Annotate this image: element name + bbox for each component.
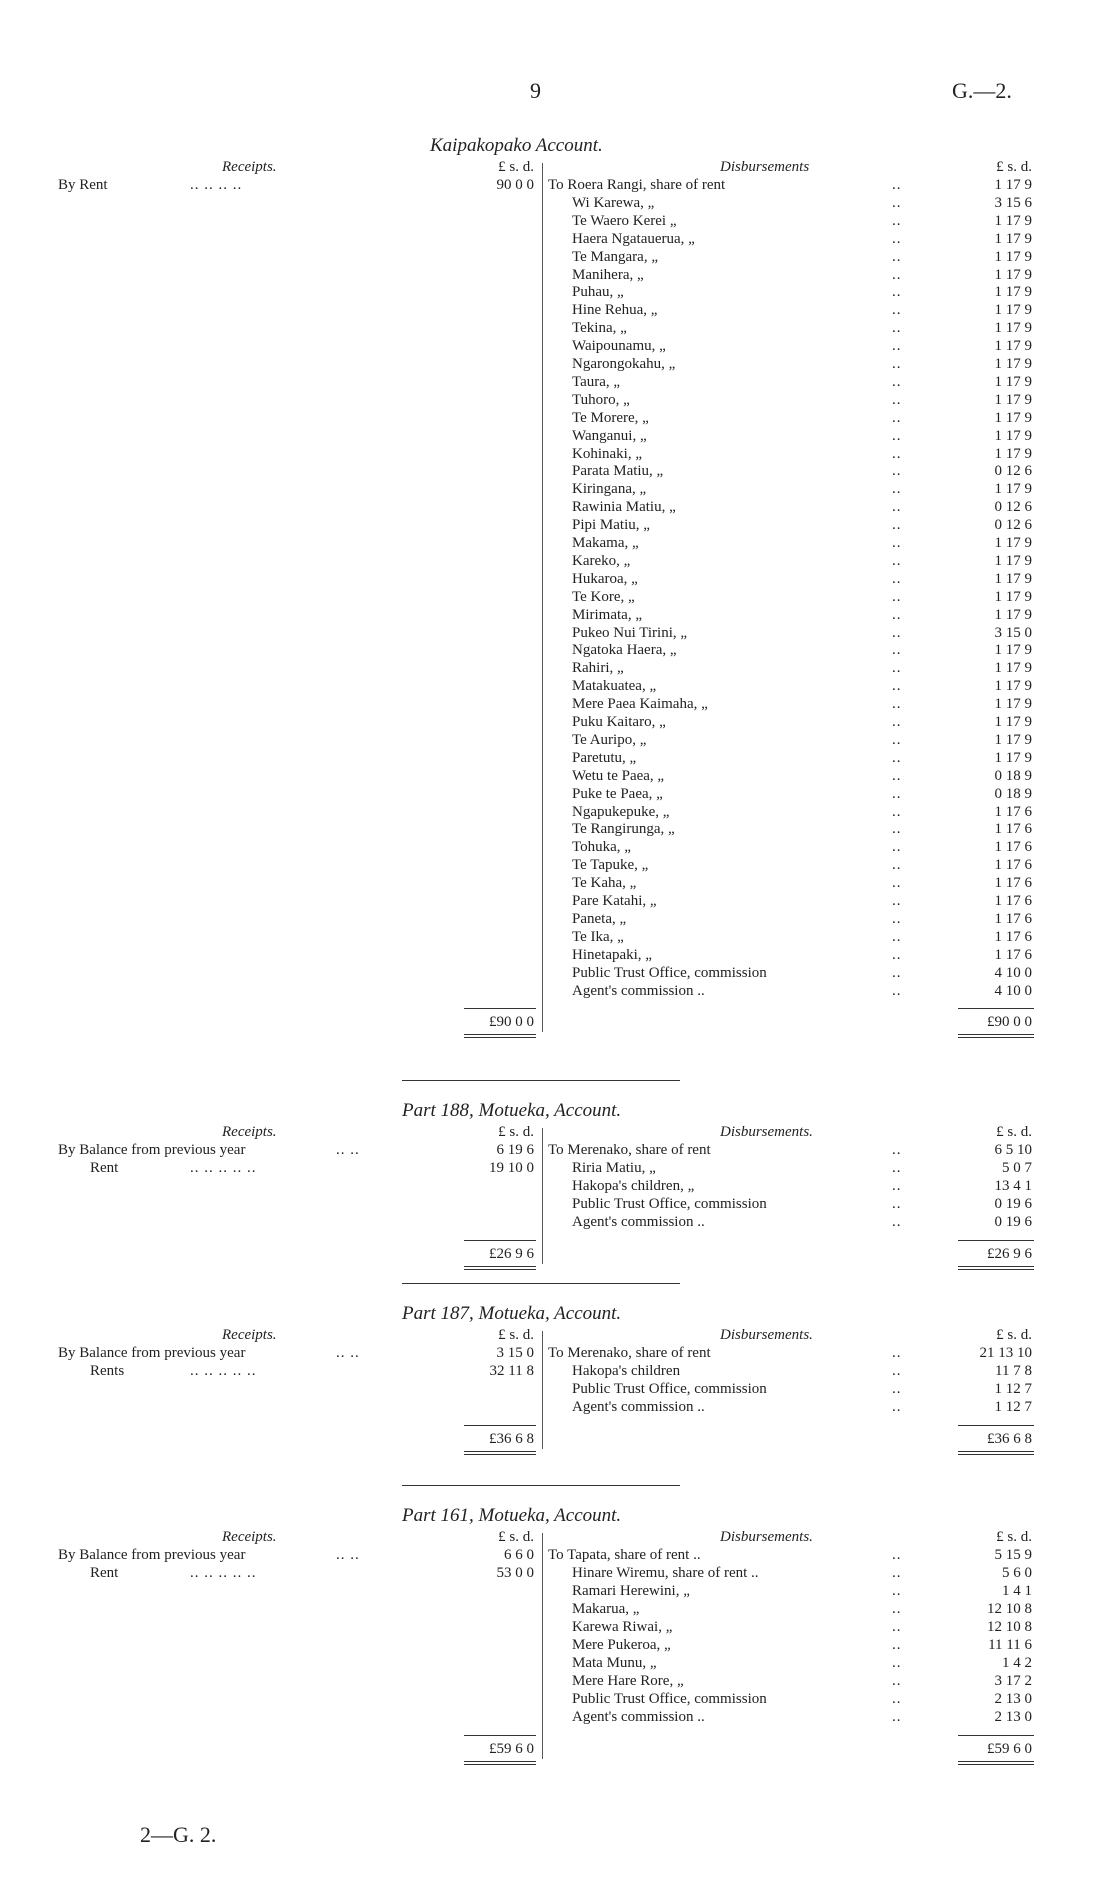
disbursement-label: Hinetapaki, „ [572,946,652,963]
disbursement-label: Public Trust Office, commission [572,1381,767,1397]
receipts-total-bottom-rule [464,1451,536,1452]
disbursement-leader: .. [892,910,902,927]
disbursement-amount: 1 17 6 [994,875,1032,892]
disbursement-amount: 11 11 6 [988,1637,1032,1653]
receipt-amount: 53 0 0 [496,1565,534,1581]
account-title: Kaipakopako Account. [430,135,603,156]
receipts-heading: Receipts. [222,1327,277,1343]
disbursement-leader: .. [892,409,902,426]
disbursement-leader: .. [892,588,902,605]
disbursement-label: Wetu te Paea, „ [572,767,665,784]
disbursement-leader: .. [892,731,902,748]
disbursement-amount: 1 17 9 [994,552,1032,569]
disbursement-leader: .. [892,1363,902,1379]
footer-signature: 2—G. 2. [140,1822,217,1847]
disbursement-leader: .. [892,1691,902,1707]
disbursement-leader: .. [892,266,902,283]
disbursement-amount: 1 17 9 [994,660,1032,677]
disbursement-amount: 5 6 0 [1002,1565,1032,1581]
disbursement-leader: .. [892,714,902,730]
disbursement-label: Ngapukepuke, „ [572,803,670,820]
disbursement-leader: .. [892,463,902,480]
receipt-label: Rents [90,1363,125,1379]
disbursements-total-top-rule [958,1240,1034,1241]
disbursement-amount: 21 13 10 [979,1345,1032,1361]
receipt-amount: 32 11 8 [489,1363,534,1379]
disbursement-amount: 4 10 0 [994,982,1032,999]
disbursement-label: Te Ika, „ [572,928,624,945]
money-heading-disbursements: £ s. d. [996,159,1032,175]
receipt-label: By Balance from previous year [58,1142,246,1158]
receipts-total-double-rule [464,1764,536,1765]
disbursement-label: To Tapata, share of rent .. [548,1547,701,1563]
disbursement-label: Te Tapuke, „ [572,857,649,874]
disbursement-amount: 13 4 1 [994,1178,1032,1194]
disbursement-leader: .. [892,624,902,641]
disbursement-amount: 1 17 9 [994,391,1032,408]
disbursement-label: Te Auripo, „ [572,731,647,748]
disbursement-amount: 1 17 9 [994,445,1032,462]
disbursement-leader: .. [892,1399,902,1415]
money-heading-disbursements: £ s. d. [996,1327,1032,1343]
disbursement-amount: 11 7 8 [995,1363,1032,1379]
disbursements-heading: Disbursements. [720,1124,813,1140]
disbursement-leader: .. [892,194,902,211]
disbursement-label: Hine Rehua, „ [572,302,658,319]
column-divider [542,163,543,1032]
disbursement-leader: .. [892,839,902,856]
disbursement-amount: 1 17 9 [994,356,1032,372]
receipts-heading: Receipts. [222,159,277,175]
disbursements-total-bottom-rule [958,1451,1034,1452]
disbursement-leader: .. [892,1547,902,1563]
disbursement-leader: .. [892,570,902,587]
disbursements-heading: Disbursements. [720,1529,813,1545]
money-heading-disbursements: £ s. d. [996,1529,1032,1545]
disbursement-label: Puhau, „ [572,284,624,301]
account-separator-rule [402,1485,680,1486]
disbursement-label: Tohuka, „ [572,839,631,856]
disbursement-leader: .. [892,302,902,319]
disbursement-leader: .. [892,445,902,462]
disbursement-label: Karewa Riwai, „ [572,1619,673,1635]
receipts-heading: Receipts. [222,1529,277,1545]
disbursement-amount: 1 17 9 [994,606,1032,623]
disbursement-label: Puku Kaitaro, „ [572,714,666,730]
disbursement-leader: .. [892,535,902,551]
money-heading-disbursements: £ s. d. [996,1124,1032,1140]
disbursement-amount: 1 17 9 [994,302,1032,319]
disbursement-leader: .. [892,284,902,301]
disbursements-total-top-rule [958,1008,1034,1009]
disbursement-amount: 2 13 0 [994,1691,1032,1707]
disbursement-label: Mere Paea Kaimaha, „ [572,696,708,713]
receipts-total-double-rule [464,1269,536,1270]
account-title: Part 161, Motueka, Account. [402,1505,622,1526]
disbursement-label: Pare Katahi, „ [572,893,657,909]
disbursement-label: Kareko, „ [572,552,631,569]
disbursement-amount: 1 17 9 [994,642,1032,659]
disbursement-amount: 1 17 9 [994,570,1032,587]
disbursement-amount: 1 17 6 [994,946,1032,963]
disbursement-amount: 1 17 9 [994,284,1032,301]
disbursement-amount: 1 17 9 [994,749,1032,766]
receipt-label: Rent [90,1565,119,1581]
disbursement-leader: .. [892,767,902,784]
disbursement-label: Ramari Herewini, „ [572,1583,690,1599]
disbursement-label: Public Trust Office, commission [572,964,767,981]
disbursement-amount: 3 15 6 [994,194,1032,211]
disbursement-label: Tekina, „ [572,320,627,337]
disbursement-label: Public Trust Office, commission [572,1691,767,1707]
receipts-total: £26 9 6 [489,1246,534,1262]
disbursement-label: Matakuatea, „ [572,678,657,695]
disbursement-label: Agent's commission .. [572,1214,705,1230]
disbursement-amount: 0 12 6 [994,463,1032,480]
disbursement-label: Te Kaha, „ [572,875,637,892]
disbursement-label: Wanganui, „ [572,427,647,444]
disbursement-label: Rawinia Matiu, „ [572,499,676,516]
disbursement-label: Hinare Wiremu, share of rent .. [572,1565,759,1581]
disbursement-leader: .. [892,660,902,677]
receipt-leaders: .. .. [336,1142,360,1158]
disbursement-label: To Merenako, share of rent [548,1142,711,1158]
disbursement-leader: .. [892,1178,902,1194]
receipt-amount: 19 10 0 [489,1160,534,1176]
receipt-leaders: .. .. [336,1345,360,1361]
disbursement-amount: 1 17 9 [994,373,1032,390]
disbursement-amount: 1 17 9 [994,409,1032,426]
disbursement-amount: 12 10 8 [987,1601,1032,1617]
receipt-leaders: .. .. .. .. [190,177,243,193]
disbursement-amount: 1 17 9 [994,427,1032,444]
disbursement-leader: .. [892,481,902,498]
receipts-total-top-rule [464,1735,536,1736]
money-heading-receipts: £ s. d. [498,1327,534,1343]
disbursement-label: Makama, „ [572,535,639,551]
disbursement-label: Public Trust Office, commission [572,1196,767,1212]
disbursement-leader: .. [892,1619,902,1635]
disbursement-label: To Merenako, share of rent [548,1345,711,1361]
disbursement-leader: .. [892,230,902,247]
receipts-total: £59 6 0 [489,1741,534,1757]
receipts-total-top-rule [464,1008,536,1009]
disbursement-amount: 1 17 9 [994,678,1032,695]
receipt-amount: 6 6 0 [504,1547,534,1563]
disbursement-amount: 3 17 2 [994,1673,1032,1689]
disbursement-label: Haera Ngatauerua, „ [572,230,695,247]
disbursement-leader: .. [892,1709,902,1725]
disbursement-leader: .. [892,1142,902,1158]
disbursement-leader: .. [892,338,902,355]
disbursement-amount: 4 10 0 [994,964,1032,981]
disbursement-amount: 1 17 9 [994,248,1032,265]
receipts-total-bottom-rule [464,1034,536,1035]
receipts-total-bottom-rule [464,1266,536,1267]
disbursements-total-top-rule [958,1735,1034,1736]
disbursement-label: Waipounamu, „ [572,338,666,355]
disbursement-label: Kiringana, „ [572,481,647,498]
disbursement-label: Hakopa's children [572,1363,681,1379]
disbursement-amount: 2 13 0 [994,1709,1032,1725]
receipt-leaders: .. .. .. .. .. [190,1160,257,1176]
disbursement-amount: 6 5 10 [994,1142,1032,1158]
disbursement-label: Hukaroa, „ [572,570,638,587]
disbursement-amount: 1 17 6 [994,821,1032,838]
disbursement-leader: .. [892,1565,902,1581]
disbursement-amount: 1 17 6 [994,910,1032,927]
disbursement-amount: 12 10 8 [987,1619,1032,1635]
disbursement-amount: 1 12 7 [994,1399,1032,1415]
disbursements-total: £26 9 6 [987,1246,1032,1262]
disbursement-label: Te Rangirunga, „ [572,821,675,838]
disbursement-amount: 1 17 9 [994,588,1032,605]
disbursement-label: Rahiri, „ [572,660,624,677]
disbursement-leader: .. [892,1345,902,1361]
receipt-amount: 3 15 0 [496,1345,534,1361]
disbursements-total-double-rule [958,1269,1034,1270]
disbursement-leader: .. [892,678,902,695]
disbursement-amount: 1 17 6 [994,839,1032,856]
disbursement-amount: 0 18 9 [994,767,1032,784]
receipt-leaders: .. .. .. .. .. [190,1565,257,1581]
account-title: Part 187, Motueka, Account. [402,1303,622,1324]
disbursement-leader: .. [892,1601,902,1617]
disbursement-leader: .. [892,1583,902,1599]
disbursement-label: Ngarongokahu, „ [572,356,676,372]
disbursement-label: Agent's commission .. [572,1709,705,1725]
disbursement-label: Wi Karewa, „ [572,194,655,211]
disbursement-leader: .. [892,499,902,516]
disbursement-amount: 5 0 7 [1002,1160,1032,1176]
disbursement-leader: .. [892,1196,902,1212]
disbursement-label: Tuhoro, „ [572,391,630,408]
disbursement-amount: 0 12 6 [994,517,1032,534]
disbursement-amount: 1 17 6 [994,893,1032,909]
disbursement-label: Agent's commission .. [572,1399,705,1415]
disbursement-leader: .. [892,320,902,337]
receipts-total-top-rule [464,1425,536,1426]
disbursement-leader: .. [892,606,902,623]
disbursements-heading: Disbursements. [720,1327,813,1343]
disbursement-label: Mirimata, „ [572,606,642,623]
disbursements-total: £59 6 0 [987,1741,1032,1757]
disbursement-leader: .. [892,982,902,999]
disbursement-label: Te Mangara, „ [572,248,658,265]
disbursement-leader: .. [892,1637,902,1653]
disbursements-total-double-rule [958,1764,1034,1765]
receipts-total-top-rule [464,1240,536,1241]
disbursement-amount: 1 17 9 [994,338,1032,355]
receipt-label: Rent [90,1160,119,1176]
disbursement-leader: .. [892,373,902,390]
disbursements-total-double-rule [958,1454,1034,1455]
receipts-total-double-rule [464,1454,536,1455]
disbursement-amount: 1 4 2 [1002,1655,1032,1671]
disbursement-amount: 1 17 9 [994,696,1032,713]
disbursement-amount: 1 17 9 [994,320,1032,337]
disbursement-leader: .. [892,517,902,534]
disbursements-total-bottom-rule [958,1761,1034,1762]
disbursement-leader: .. [892,964,902,981]
disbursement-amount: 1 17 6 [994,857,1032,874]
receipt-label: By Balance from previous year [58,1547,246,1563]
disbursement-leader: .. [892,696,902,713]
disbursements-total: £90 0 0 [987,1014,1032,1031]
disbursement-leader: .. [892,821,902,838]
column-divider [542,1128,543,1264]
disbursement-leader: .. [892,1381,902,1397]
disbursement-amount: 1 12 7 [994,1381,1032,1397]
disbursement-label: Paneta, „ [572,910,627,927]
disbursement-leader: .. [892,642,902,659]
receipts-total: £36 6 8 [489,1431,534,1447]
account-separator-rule [402,1283,680,1284]
disbursement-amount: 1 4 1 [1002,1583,1032,1599]
disbursement-leader: .. [892,1673,902,1689]
receipts-total-bottom-rule [464,1761,536,1762]
disbursement-leader: .. [892,857,902,874]
page-number: 9 [530,78,541,103]
disbursement-label: Agent's commission .. [572,982,705,999]
disbursement-label: Paretutu, „ [572,749,637,766]
disbursement-leader: .. [892,749,902,766]
disbursement-label: Te Kore, „ [572,588,635,605]
document-ref: G.—2. [952,78,1012,103]
disbursement-label: Parata Matiu, „ [572,463,664,480]
receipts-total: £90 0 0 [489,1014,534,1031]
disbursement-label: Puke te Paea, „ [572,785,663,802]
disbursement-amount: 1 17 9 [994,731,1032,748]
disbursement-leader: .. [892,391,902,408]
disbursement-label: Manihera, „ [572,266,644,283]
disbursement-leader: .. [892,427,902,444]
disbursement-amount: 3 15 0 [994,624,1032,641]
disbursement-leader: .. [892,552,902,569]
disbursement-leader: .. [892,356,902,372]
disbursement-label: Makarua, „ [572,1601,640,1617]
money-heading-receipts: £ s. d. [498,1529,534,1545]
column-divider [542,1533,543,1759]
receipts-total-double-rule [464,1037,536,1038]
disbursement-label: Mere Pukeroa, „ [572,1637,671,1653]
account-separator-rule [402,1080,680,1081]
disbursement-amount: 0 12 6 [994,499,1032,516]
disbursement-label: Pukeo Nui Tirini, „ [572,624,688,641]
receipt-label: By Rent [58,177,108,193]
disbursement-amount: 0 18 9 [994,785,1032,802]
money-heading-receipts: £ s. d. [498,1124,534,1140]
disbursement-amount: 1 17 6 [994,803,1032,820]
disbursements-total-bottom-rule [958,1034,1034,1035]
disbursement-leader: .. [892,177,902,193]
disbursement-amount: 5 15 9 [994,1547,1032,1563]
disbursements-total-double-rule [958,1037,1034,1038]
disbursement-label: Pipi Matiu, „ [572,517,650,534]
disbursement-leader: .. [892,1214,902,1230]
disbursement-leader: .. [892,928,902,945]
receipts-heading: Receipts. [222,1124,277,1140]
disbursement-amount: 1 17 9 [994,266,1032,283]
disbursement-label: To Roera Rangi, share of rent [548,177,726,193]
disbursement-leader: .. [892,212,902,229]
disbursement-leader: .. [892,893,902,909]
disbursement-label: Hakopa's children, „ [572,1178,695,1194]
disbursement-amount: 0 19 6 [994,1214,1032,1230]
disbursement-leader: .. [892,1160,902,1176]
disbursement-amount: 1 17 9 [994,481,1032,498]
disbursement-amount: 0 19 6 [994,1196,1032,1212]
receipt-amount: 6 19 6 [496,1142,534,1158]
disbursement-label: Kohinaki, „ [572,445,642,462]
disbursement-amount: 1 17 9 [994,177,1032,193]
receipt-leaders: .. .. .. .. .. [190,1363,257,1379]
receipt-amount: 90 0 0 [496,177,534,193]
disbursement-amount: 1 17 9 [994,714,1032,730]
disbursements-total: £36 6 8 [987,1431,1032,1447]
disbursement-label: Ngatoka Haera, „ [572,642,677,659]
receipt-label: By Balance from previous year [58,1345,246,1361]
disbursement-label: Te Waero Kerei „ [572,212,677,229]
disbursement-amount: 1 17 9 [994,535,1032,551]
receipt-leaders: .. .. [336,1547,360,1563]
disbursements-heading: Disbursements [720,159,810,175]
disbursement-amount: 1 17 6 [994,928,1032,945]
disbursement-label: Taura, „ [572,373,621,390]
disbursement-leader: .. [892,875,902,892]
disbursements-total-bottom-rule [958,1266,1034,1267]
disbursement-label: Te Morere, „ [572,409,649,426]
disbursement-leader: .. [892,803,902,820]
disbursement-label: Mere Hare Rore, „ [572,1673,684,1689]
disbursements-total-top-rule [958,1425,1034,1426]
account-title: Part 188, Motueka, Account. [402,1100,622,1121]
disbursement-label: Riria Matiu, „ [572,1160,656,1176]
disbursement-amount: 1 17 9 [994,212,1032,229]
disbursement-amount: 1 17 9 [994,230,1032,247]
disbursement-label: Mata Munu, „ [572,1655,657,1671]
disbursement-leader: .. [892,248,902,265]
disbursement-leader: .. [892,946,902,963]
disbursement-leader: .. [892,785,902,802]
money-heading-receipts: £ s. d. [498,159,534,175]
column-divider [542,1331,543,1449]
disbursement-leader: .. [892,1655,902,1671]
